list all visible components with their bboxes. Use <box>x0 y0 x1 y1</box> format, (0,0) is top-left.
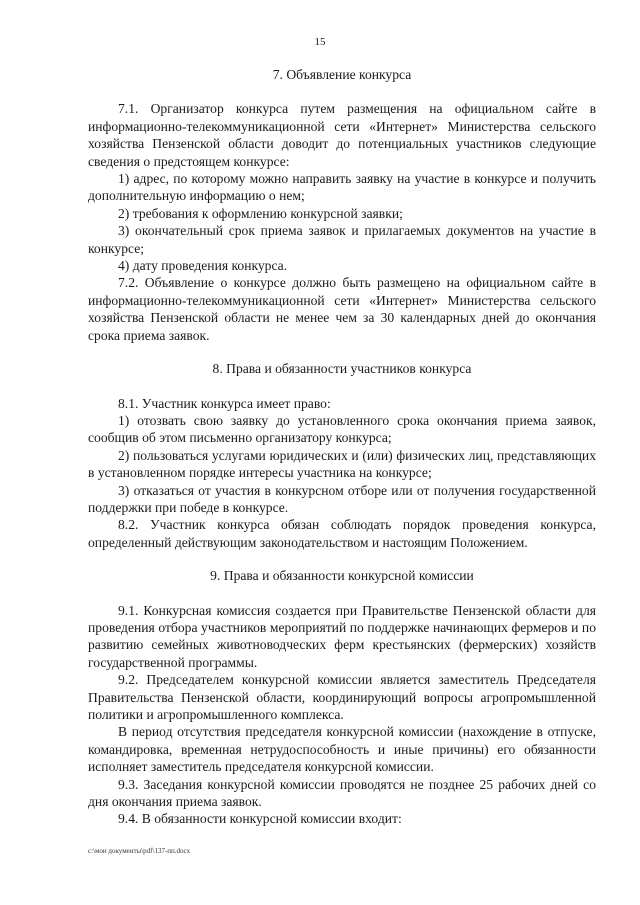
section-9-paragraph: 9.3. Заседания конкурсной комиссии проводятся не позднее 25 рабочих дней со дня окончания приема заявок. <box>88 776 596 810</box>
document-body <box>88 66 596 828</box>
section-7-paragraph: 1) адрес, по которому можно направить заявку на участие в конкурсе и получить дополнительную информацию о нем; <box>88 171 596 204</box>
section-9-paragraph: 9.2. Председателем конкурсной комиссии является заместитель Председателя Правительства Пензенской области, координирующий вопросы агропромышленной политики и агропромышленного комплекса. <box>88 672 596 722</box>
section-8-paragraph: 8.1. Участник конкурса имеет право: <box>118 395 331 411</box>
section-9-paragraph: 9.1. Конкурсная комиссия создается при Правительстве Пензенской области для проведения отбора участников мероприятий по поддержке начинающих фермеров и по развитию семейных животноводческих ферм крестьянских (фермерских) хозяйств государственной программы. <box>88 602 596 670</box>
section-8-heading: 8. Права и обязанности участников конкурса <box>212 361 472 377</box>
section-7-paragraph: 2) требования к оформлению конкурсной заявки; <box>118 205 403 221</box>
section-8-paragraph: 1) отозвать свою заявку до установленного срока окончания приема заявок, сообщив об этом письменно организатору конкурса; <box>88 412 596 446</box>
section-7-paragraph: 7.2. Объявление о конкурсе должно быть размещено на официальном сайте в информационно-телекоммуникационной сети «Интернет» Министерства сельского хозяйства Пензенской области не менее чем за 30 календарных дней до окончания срока приема заявок. <box>88 275 596 343</box>
section-8-paragraph: 2) пользоваться услугами юридических и (или) физических лиц, представляющих в установленном порядке интересы участника на конкурсе; <box>88 447 596 481</box>
section-8-paragraph: 8.2. Участник конкурса обязан соблюдать порядок проведения конкурса, определенный действующим законодательством и настоящим Положением. <box>88 517 596 550</box>
section-7-paragraph: 4) дату проведения конкурса. <box>118 258 288 274</box>
section-9-paragraph: В период отсутствия председателя конкурсной комиссии (нахождение в отпуске, командировка, временная нетрудоспособность и иные причины) его обязанности исполняет заместитель председателя конкурсной комиссии. <box>88 724 596 775</box>
section-9-paragraph: 9.4. В обязанности конкурсной комиссии входит: <box>118 811 402 827</box>
section-8-paragraph: 3) отказаться от участия в конкурсном отборе или от получения государственной поддержки при победе в конкурсе. <box>88 482 596 515</box>
section-7-heading: 7. Объявление конкурса <box>272 67 412 82</box>
section-7-paragraph: 3) окончательный срок приема заявок и прилагаемых документов на участие в конкурсе; <box>88 223 596 256</box>
section-7-paragraph: 7.1. Организатор конкурса путем размещения на официальном сайте в информационно-телекоммуникационной сети «Интернет» Министерства сельского хозяйства Пензенской области доводит до потенциальных участников следующие сведения о предстоящем конкурсе: <box>88 101 596 169</box>
file-path-footer: c:\мои документы\pdf\137-пп.docx <box>88 847 191 855</box>
page-number: 15 <box>314 36 326 48</box>
section-9-heading: 9. Права и обязанности конкурсной комиссии <box>210 568 474 584</box>
